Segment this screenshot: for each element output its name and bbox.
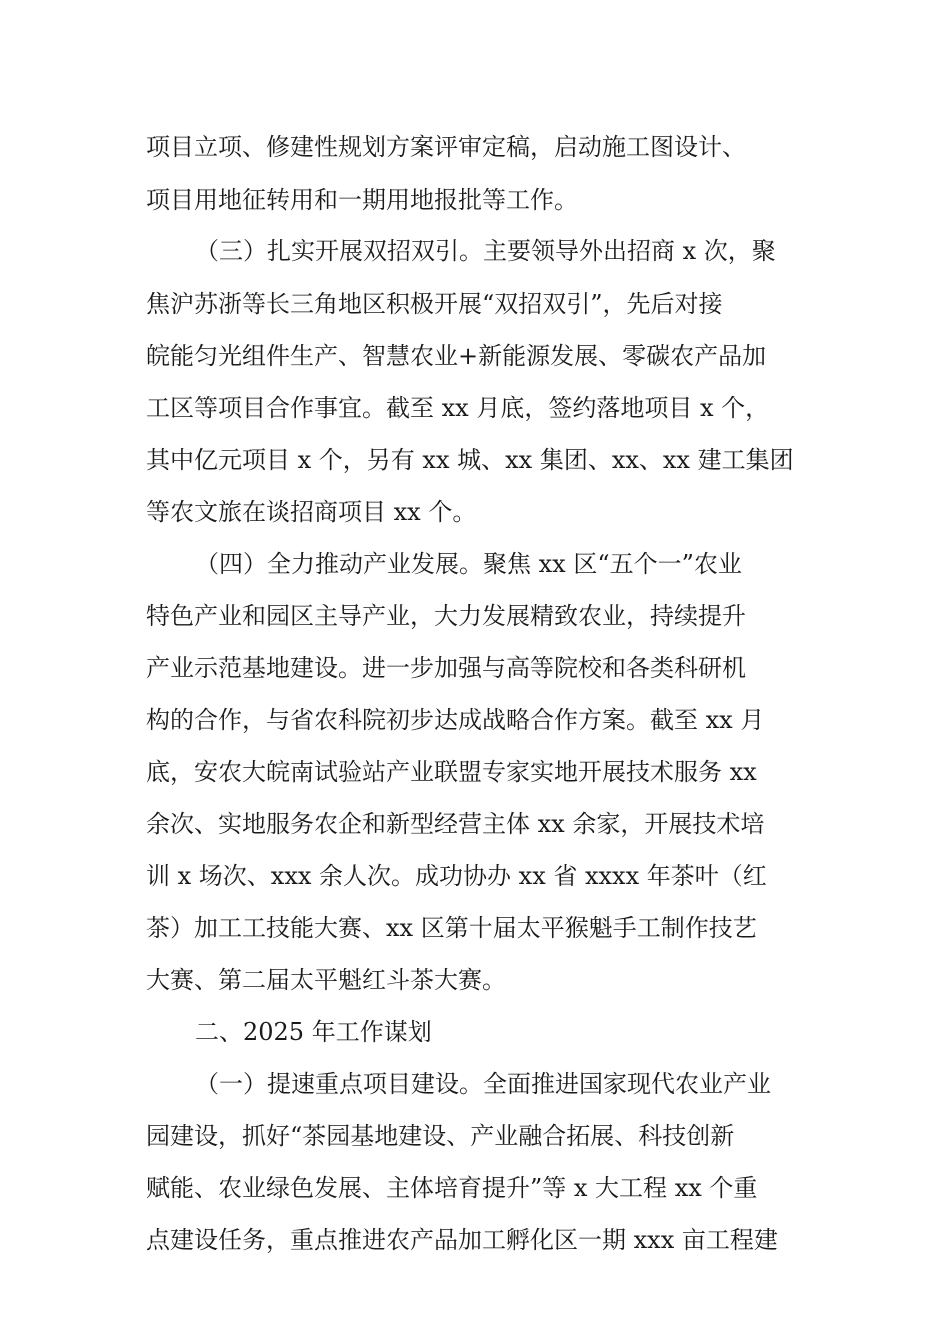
heading-work-plan-2025: 二、2025 年工作谋划 bbox=[195, 1018, 432, 1046]
section-four-line-3: 产业示范基地建设。进一步加强与高等院校和各类科研机 bbox=[146, 654, 746, 682]
section-three-line-1: （三）扎实开展双招双引。主要领导外出招商 x 次，聚 bbox=[195, 237, 776, 265]
section-three-line-2: 焦沪苏浙等长三角地区积极开展“双招双引”，先后对接 bbox=[146, 290, 723, 318]
plan-one-line-2: 园建设，抓好“茶园基地建设、产业融合拓展、科技创新 bbox=[146, 1122, 735, 1150]
section-four-line-6: 余次、实地服务农企和新型经营主体 xx 余家，开展技术培 bbox=[146, 810, 765, 838]
section-three-line-5: 其中亿元项目 x 个，另有 xx 城、xx 集团、xx、xx 建工集团 bbox=[146, 446, 794, 474]
paragraph-line-2: 项目用地征转用和一期用地报批等工作。 bbox=[146, 186, 578, 214]
section-four-line-2: 特色产业和园区主导产业，大力发展精致农业，持续提升 bbox=[146, 602, 746, 630]
section-three-line-3: 皖能匀光组件生产、智慧农业+新能源发展、零碳农产品加 bbox=[146, 342, 767, 370]
paragraph-line-1: 项目立项、修建性规划方案评审定稿，启动施工图设计、 bbox=[146, 133, 746, 161]
section-four-line-1: （四）全力推动产业发展。聚焦 xx 区“五个一”农业 bbox=[195, 550, 742, 578]
section-four-line-5: 底，安农大皖南试验站产业联盟专家实地开展技术服务 xx bbox=[146, 758, 757, 786]
section-four-line-9: 大赛、第二届太平魁红斗茶大赛。 bbox=[146, 966, 506, 994]
section-four-line-4: 构的合作，与省农科院初步达成战略合作方案。截至 xx 月 bbox=[146, 706, 765, 734]
section-four-line-7: 训 x 场次、xxx 余人次。成功协办 xx 省 xxxx 年茶叶（红 bbox=[146, 862, 767, 890]
section-four-line-8: 茶）加工工技能大赛、xx 区第十届太平猴魁手工制作技艺 bbox=[146, 914, 757, 942]
section-three-line-4: 工区等项目合作事宜。截至 xx 月底，签约落地项目 x 个， bbox=[146, 394, 770, 422]
plan-one-line-4: 点建设任务，重点推进农产品加工孵化区一期 xxx 亩工程建 bbox=[146, 1226, 778, 1254]
section-three-line-6: 等农文旅在谈招商项目 xx 个。 bbox=[146, 498, 477, 526]
plan-one-line-1: （一）提速重点项目建设。全面推进国家现代农业产业 bbox=[195, 1070, 771, 1098]
plan-one-line-3: 赋能、农业绿色发展、主体培育提升”等 x 大工程 xx 个重 bbox=[146, 1174, 758, 1202]
